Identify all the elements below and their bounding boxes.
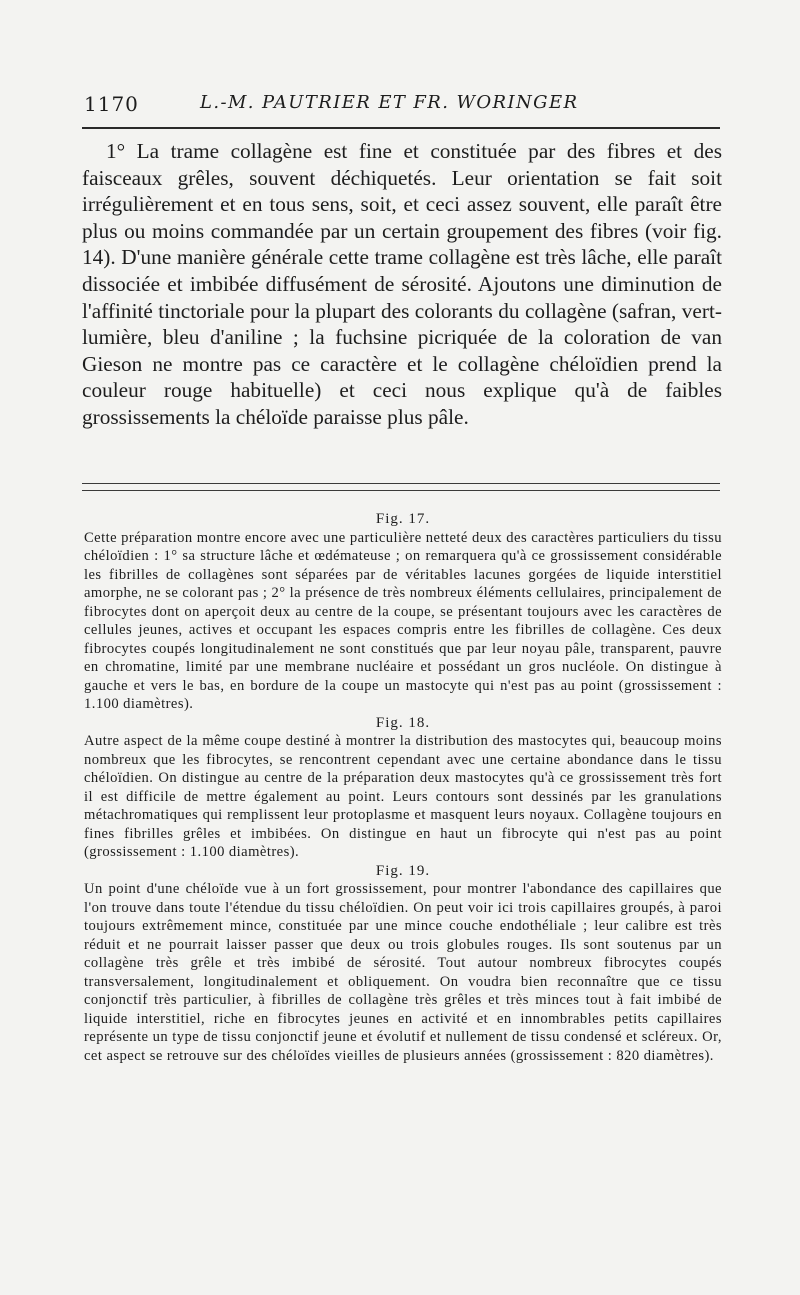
- section-double-rule: [82, 483, 720, 491]
- running-head: L.-M. PAUTRIER ET FR. WORINGER: [200, 92, 579, 113]
- page-number: 1170: [84, 92, 139, 116]
- header-rule: [82, 127, 720, 129]
- figure-captions: [84, 510, 722, 1065]
- figure-label: Fig. 17.: [375, 511, 431, 527]
- page-header: [84, 92, 716, 116]
- body-paragraph: 1° La trame collagène est fine et constituée par des fibres et des faisceaux grêles, souvent déchiquetés. Leur orientation se fait soit irrégulièrement et en tous sens, soit, et ceci assez souvent, elle paraît être plus ou moins commandée par un certain groupement des fibres (voir fig. 14). D'une manière générale cette trame collagène est très lâche, elle paraît dissociée et imbibée diffusément de sérosité. Ajoutons une diminution de l'affinité tinctoriale pour la plupart des colorants du collagène (safran, vert-lumière, bleu d'aniline ; la fuchsine picriquée de la coloration de van Gieson ne montre pas ce caractère et le collagène chéloïdien prend la couleur rouge habituelle) et ceci nous explique qu'à de faibles grossissements la chéloïde paraisse plus pâle.: [82, 139, 722, 429]
- figure-caption: Autre aspect de la même coupe destiné à montrer la distribution des mastocytes qui, beaucoup moins nombreux que les fibrocytes, se rencontrent cependant avec une certaine abondance dans le tissu chéloïdien. On distingue au centre de la préparation deux mastocytes qu'à ce grossissement très fort il est difficile de mettre également au point. Leurs contours sont dessinés par les granulations métachromatiques qui remplissent leur protoplasme et masquent leurs noyaux. Collagène toujours en fines fibrilles grêles et imbibées. On distingue en haut un fibrocyte qui n'est pas au point (grossissement : 1.100 diamètres).: [84, 733, 722, 860]
- figure-caption: Un point d'une chéloïde vue à un fort grossissement, pour montrer l'abondance des capillaires que l'on trouve dans toute l'étendue du tissu chéloïdien. On peut voir ici trois capillaires groupés, à paroi toujours extrêmement mince, constituée par une mince couche endothéliale ; leur calibre est très réduit et ne pourrait laisser passer que deux ou trois globules rouges. Ils sont soutenus par un collagène très grêle et très imbibé de sérosité. Tout autour nombreux fibrocytes coupés transversalement, longitudinalement et obliquement. On voudra bien reconnaître que ce tissu conjonctif très particulier, à fibrilles de collagène très grêles et très minces tout à fait imbibé de liquide interstitiel, riche en fibrocytes jeunes en activité et en innombrables petits capillaires représente un type de tissu conjonctif jeune et évolutif et nullement de tissu condensé et scléreux. Or, cet aspect se retrouve sur des chéloïdes vieilles de plusieurs années (grossissement : 820 diamètres).: [84, 881, 722, 1064]
- figure-label: Fig. 19.: [375, 862, 431, 879]
- figure-caption: Cette préparation montre encore avec une particulière netteté deux des caractères particuliers du tissu chéloïdien : 1° sa structure lâche et œdémateuse ; on remarquera qu'à ce grossissement considérable les fibrilles de collagènes sont séparées par de véritables lacunes gorgées de liquide interstitiel amorphe, ne se colorant pas ; 2° la présence de très nombreux éléments cellulaires, principalement de fibrocytes dont on aperçoit deux au centre de la coupe, se présentant toujours avec les caractères de cellules jeunes, actives et occupant les espaces compris entre les fibrilles de collagène. Ces deux fibrocytes coupés longitudinalement ne sont constitués que par leur noyau pâle, transparent, pauvre en chromatine, limité par une membrane nucléaire et possédant un gros nucléole. On distingue à gauche et vers le bas, en bordure de la coupe un mastocyte qui n'est pas au point (grossissement : 1.100 diamètres).: [84, 529, 722, 712]
- figure-label: Fig. 18.: [375, 714, 431, 731]
